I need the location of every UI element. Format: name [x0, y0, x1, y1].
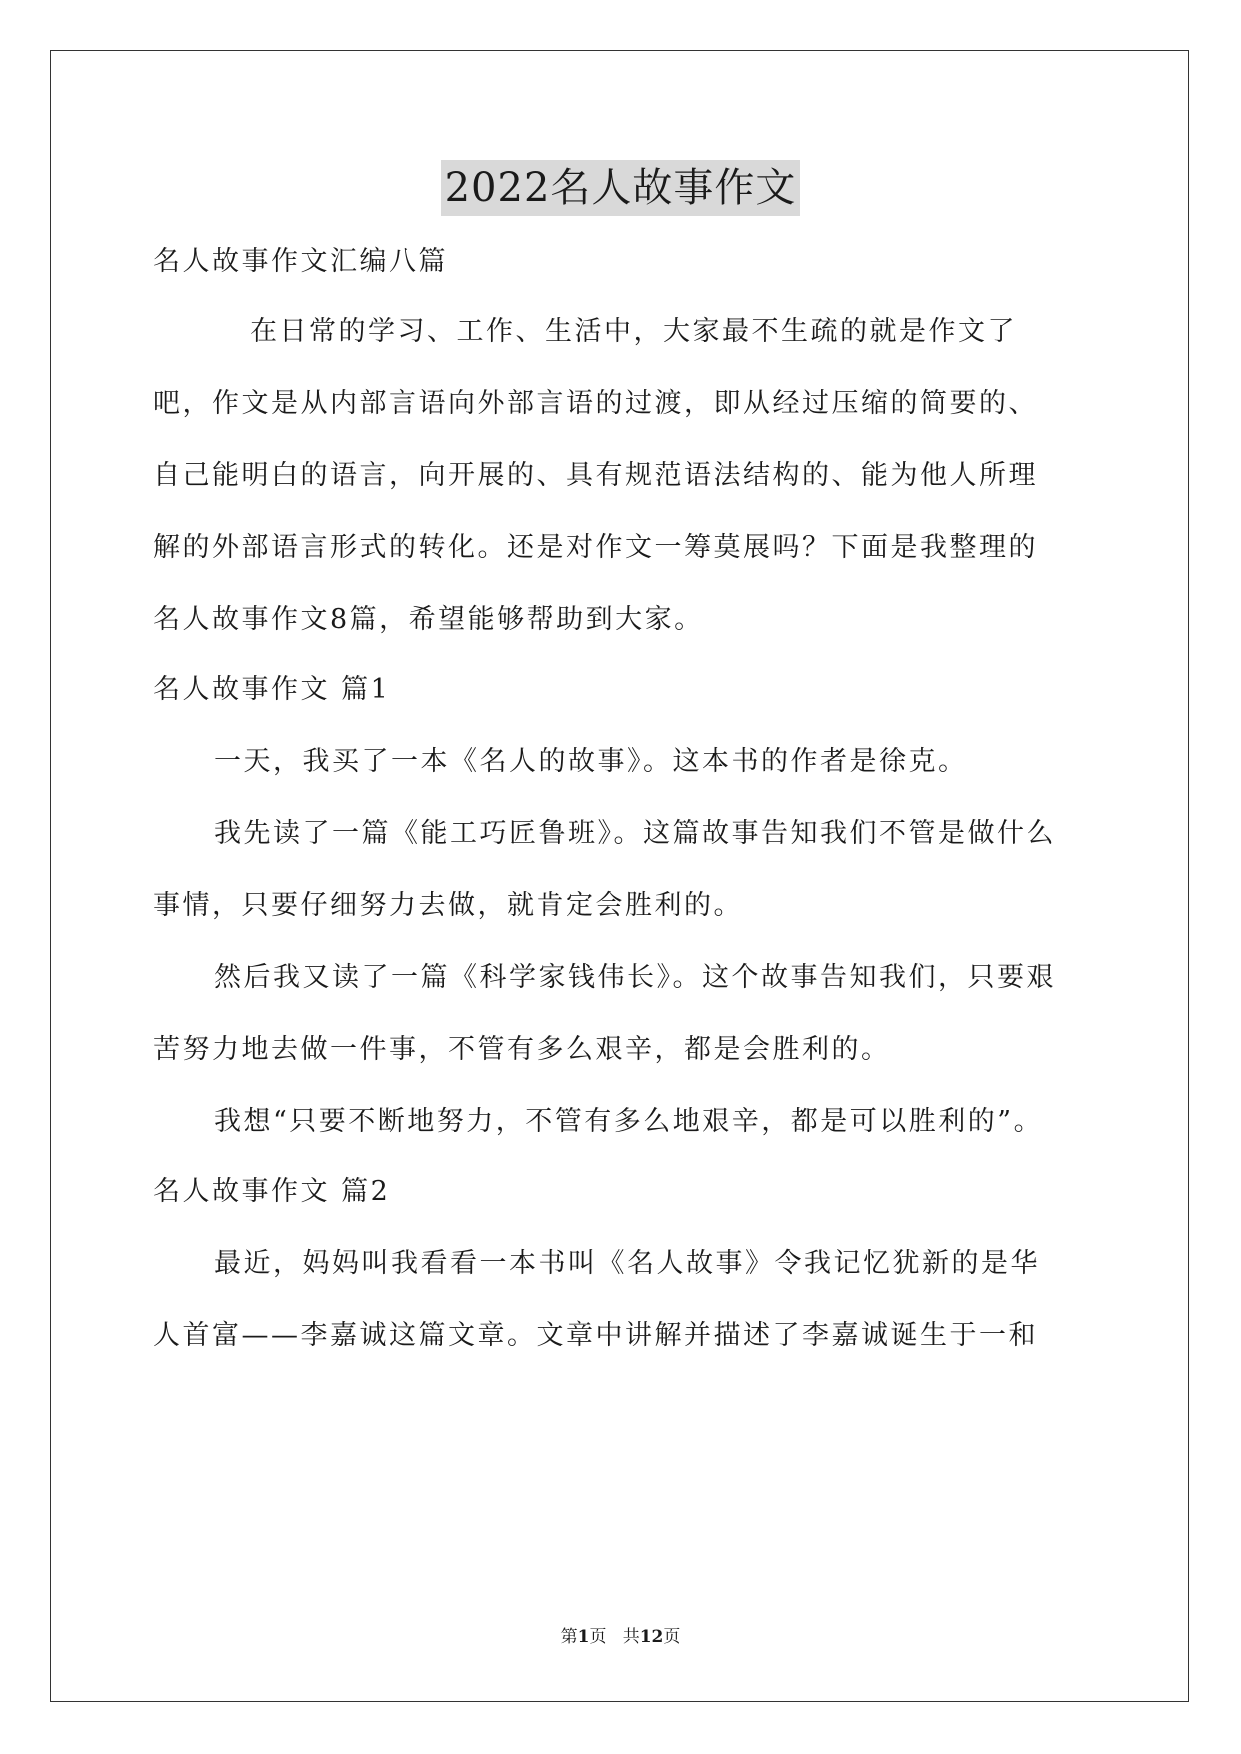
paragraph-line: 吧，作文是从内部言语向外部言语的过渡，即从经过压缩的简要的、 — [153, 388, 1038, 419]
paragraph-line: 在日常的学习、工作、生活中，大家最不生疏的就是作文了 — [250, 316, 1017, 347]
paragraph-line: 事情，只要仔细努力去做，就肯定会胜利的。 — [153, 890, 743, 921]
page-number: 1 — [577, 1627, 590, 1647]
page-label-suffix: 页 — [589, 1627, 607, 1647]
total-label-suffix: 页 — [663, 1627, 681, 1647]
paragraph-line: 最近，妈妈叫我看看一本书叫《名人故事》令我记忆犹新的是华 — [214, 1248, 1040, 1279]
section-heading: 名人故事作文 篇2 — [153, 1176, 391, 1207]
page-label-prefix: 第 — [560, 1627, 578, 1647]
paragraph-line: 自己能明白的语言，向开展的、具有规范语法结构的、能为他人所理 — [153, 460, 1038, 491]
paragraph-line: 我先读了一篇《能工巧匠鲁班》。这篇故事告知我们不管是做什么 — [214, 818, 1056, 849]
paragraph-line: 苦努力地去做一件事，不管有多么艰辛，都是会胜利的。 — [153, 1034, 891, 1065]
page-border — [50, 50, 1189, 1702]
document-title: 2022名人故事作文 — [441, 160, 801, 216]
total-label-prefix: 共 — [622, 1627, 640, 1647]
paragraph-line: 我想“只要不断地努力，不管有多么地艰辛，都是可以胜利的”。 — [214, 1106, 1044, 1137]
paragraph-line: 然后我又读了一篇《科学家钱伟长》。这个故事告知我们，只要艰 — [214, 962, 1056, 993]
paragraph-line: 解的外部语言形式的转化。还是对作文一筹莫展吗？下面是我整理的 — [153, 532, 1038, 563]
section-heading: 名人故事作文 篇1 — [153, 674, 391, 705]
subtitle-line: 名人故事作文汇编八篇 — [153, 246, 448, 277]
total-pages: 12 — [639, 1627, 664, 1647]
paragraph-line: 人首富——李嘉诚这篇文章。文章中讲解并描述了李嘉诚诞生于一和 — [153, 1320, 1038, 1351]
title-wrap — [0, 160, 1241, 216]
paragraph-line: 一天，我买了一本《名人的故事》。这本书的作者是徐克。 — [214, 746, 968, 777]
page-footer — [0, 1626, 1241, 1648]
paragraph-line: 名人故事作文8篇，希望能够帮助到大家。 — [153, 604, 704, 635]
